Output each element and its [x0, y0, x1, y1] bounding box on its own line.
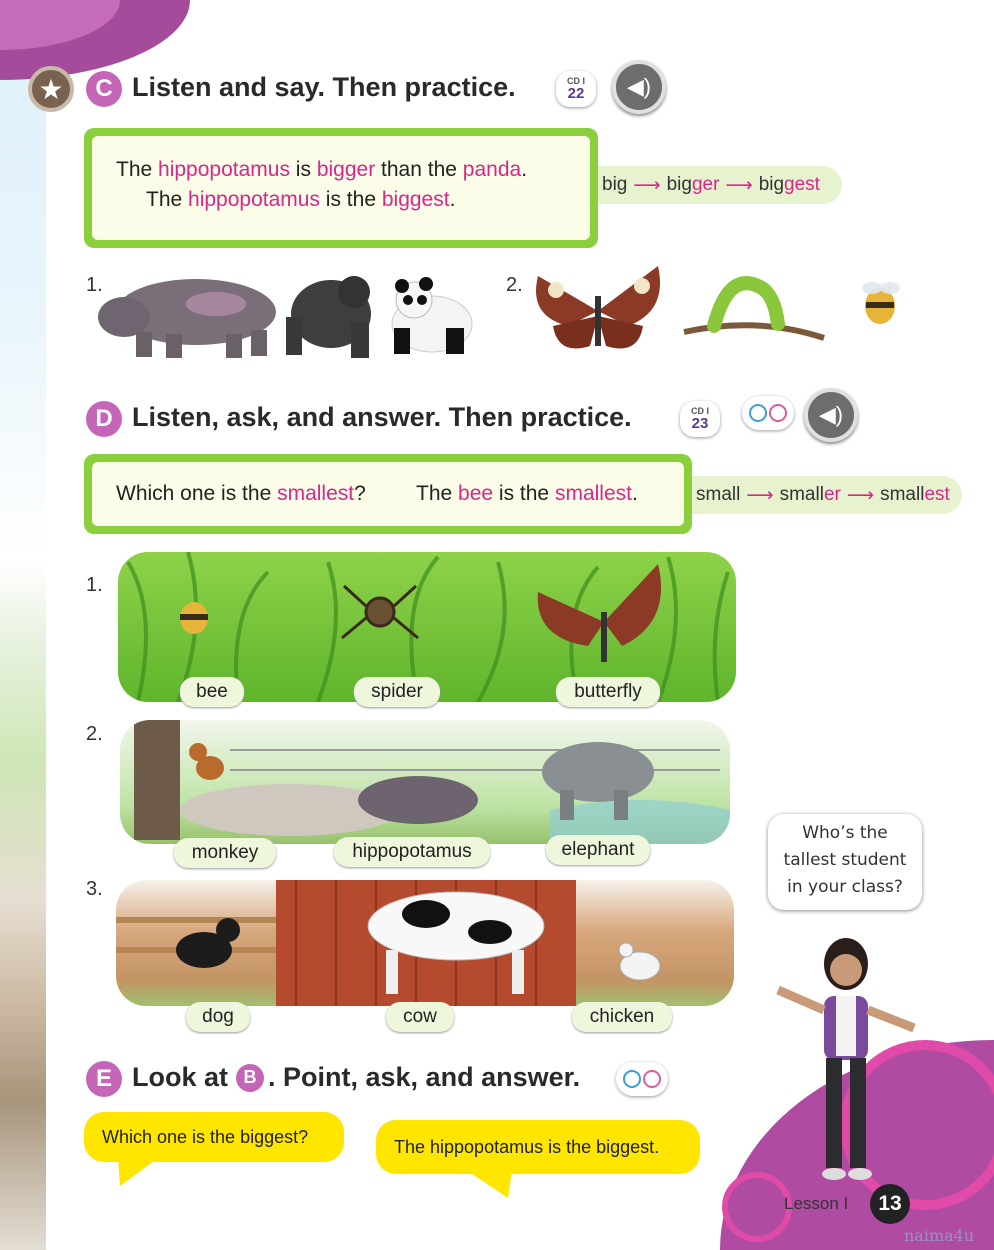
cd-label: CD I: [691, 406, 709, 416]
form-base: big: [602, 174, 628, 195]
scene-farm-illustration: [116, 880, 734, 1006]
item-number: 2.: [506, 274, 523, 296]
bubble-tail: [118, 1158, 158, 1188]
speech-line: tallest student: [783, 850, 907, 870]
row-number: 1.: [86, 574, 103, 596]
item-number: 1.: [86, 274, 103, 296]
lesson-label: Lesson I: [784, 1194, 849, 1213]
butterfly-illustration: [536, 266, 660, 349]
watermark: naima4u: [904, 1226, 975, 1245]
left-page-strip: [0, 0, 46, 1250]
label-pill: hippopotamus: [334, 837, 490, 867]
arrow-icon: ⟶: [846, 484, 875, 506]
label-pill: cow: [386, 1002, 454, 1032]
section-d-badge: D: [86, 401, 122, 437]
gorilla-illustration: [286, 276, 371, 358]
keyword: panda: [462, 158, 522, 181]
section-d-heading: Listen, ask, and answer. Then practice.: [132, 402, 632, 432]
cd-track-icon[interactable]: [556, 71, 596, 107]
ref-b-badge: B: [236, 1064, 264, 1092]
dog-illustration: [176, 918, 240, 968]
label-pill: dog: [186, 1002, 250, 1032]
hippopotamus-illustration: [98, 279, 276, 358]
model-sentence-1: [116, 158, 527, 182]
row-number: 3.: [86, 878, 103, 900]
animals-picture-hippo-gorilla-panda: [96, 262, 486, 362]
section-e-heading: [132, 1062, 580, 1093]
cd-track-icon[interactable]: [680, 401, 720, 437]
heading-text: . Point, ask, and answer.: [268, 1062, 581, 1092]
text: is the: [319, 188, 382, 211]
text: .: [631, 482, 638, 505]
text: is: [289, 158, 317, 181]
text: The: [116, 158, 159, 181]
scene-zoo-illustration: [120, 720, 730, 844]
form-superlative-stem: small: [880, 484, 925, 505]
section-e-badge: E: [86, 1061, 122, 1097]
model-sentence-2: [146, 188, 455, 212]
section-c-heading: Listen and say. Then practice.: [132, 72, 516, 102]
page-number: 13: [870, 1184, 910, 1224]
pair-work-icon: [616, 1062, 668, 1096]
text: is the: [493, 482, 555, 505]
text: .: [521, 158, 528, 181]
audio-speaker-icon[interactable]: ◀): [804, 388, 858, 442]
girl-speech-bubble: [768, 814, 922, 910]
keyword: bigger: [316, 158, 376, 181]
model-answer: [416, 482, 638, 506]
heading-text: Look at: [132, 1062, 229, 1092]
keyword: bee: [458, 482, 494, 505]
text: than the: [375, 158, 463, 181]
label-pill: chicken: [572, 1002, 672, 1032]
text: .: [449, 188, 456, 211]
word-forms-big: [590, 166, 842, 204]
arrow-icon: ⟶: [746, 484, 774, 506]
butterfly-illustration: [538, 564, 661, 662]
chicken-illustration: [619, 943, 660, 980]
row-number: 2.: [86, 723, 103, 745]
creatures-picture-butterfly-caterpillar-bee: [528, 256, 918, 364]
section-c-badge: C: [86, 71, 122, 107]
bee-illustration: [862, 282, 900, 324]
word-forms-small: [684, 476, 962, 514]
model-sentence-box-d: [84, 454, 692, 534]
panda-illustration: [392, 277, 472, 354]
form-comparative-stem: small: [779, 484, 824, 505]
form-superlative-suffix: gest: [784, 174, 820, 195]
model-question: [116, 482, 366, 506]
arrow-icon: ⟶: [633, 174, 661, 196]
text: The: [416, 482, 459, 505]
keyword: hippopotamus: [158, 158, 290, 181]
form-base: small: [696, 484, 741, 505]
cd-track-number: 22: [567, 85, 585, 102]
keyword: smallest: [277, 482, 355, 505]
keyword: hippopotamus: [188, 188, 320, 211]
form-superlative-stem: big: [758, 174, 785, 195]
label-pill: butterfly: [556, 677, 660, 707]
label-pill: elephant: [546, 835, 650, 865]
cd-track-number: 23: [691, 415, 709, 432]
keyword: smallest: [554, 482, 632, 505]
bee-illustration: [180, 602, 208, 634]
model-sentence-box-c: [84, 128, 598, 248]
label-pill: monkey: [174, 838, 276, 868]
speech-line: Who’s the: [802, 823, 888, 843]
pair-work-icon: [742, 396, 794, 430]
question-bubble: Which one is the biggest?: [84, 1112, 344, 1162]
text: The: [146, 188, 189, 211]
label-pill: spider: [354, 677, 440, 707]
cd-label: CD I: [567, 76, 585, 86]
monkey-illustration: [189, 743, 224, 780]
scene-zoo: [120, 720, 730, 844]
hippopotamus-illustration: [358, 776, 478, 824]
form-comparative-suffix: ger: [691, 174, 720, 195]
text: Which one is the: [116, 482, 278, 505]
spider-illustration: [342, 586, 418, 638]
keyword: biggest: [381, 188, 450, 211]
form-comparative-stem: big: [666, 174, 692, 195]
form-comparative-suffix: er: [823, 484, 841, 505]
bubble-tail: [466, 1170, 512, 1200]
label-pill: bee: [180, 677, 244, 707]
scene-farm: [116, 880, 734, 1006]
speech-line: in your class?: [787, 877, 903, 897]
text: ?: [354, 482, 366, 505]
caterpillar-illustration: [684, 283, 824, 338]
girl-illustration: [770, 930, 920, 1190]
audio-speaker-icon[interactable]: ◀): [612, 60, 666, 114]
arrow-icon: ⟶: [725, 174, 753, 196]
answer-bubble: The hippopotamus is the biggest.: [376, 1120, 700, 1174]
form-superlative-suffix: est: [924, 484, 950, 505]
star-icon: ★: [28, 66, 74, 112]
